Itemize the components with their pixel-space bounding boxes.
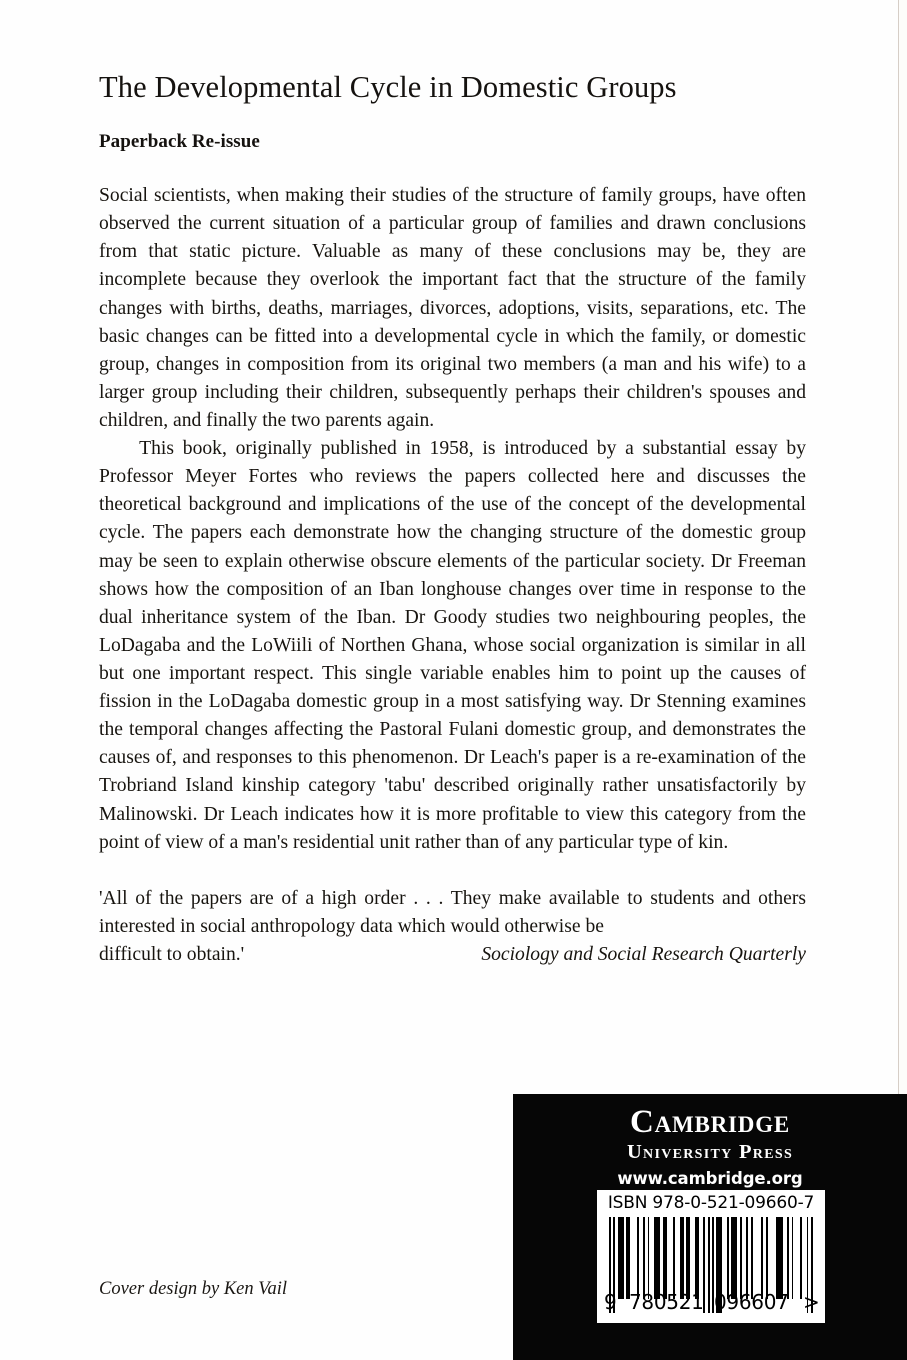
publisher-block (513, 1094, 907, 1360)
review-quote-ending: difficult to obtain.' (99, 944, 245, 965)
barcode-bars (609, 1217, 813, 1299)
blurb-paragraph-1: Social scientists, when making their studies of the structure of family groups, have often observed the current situation of a particular group of families and drawn conclusions from that static picture. Valuable as many of these conclusions may be, they are incomplete because they overlook the important fact that the structure of the family changes with births, deaths, marriages, divorces, adoptions, visits, separations, etc. The basic changes can be fitted into a developmental cycle in which the family, or domestic group, changes in composition from its original two members (a man and his wife) to a larger group including their children, subsequently perhaps their children's spouses and children, and finally the two parents again. (99, 185, 806, 432)
cover-text-content (99, 0, 806, 969)
barcode-digits (597, 1288, 825, 1318)
publisher-logo (513, 1105, 907, 1188)
review-quote-text: 'All of the papers are of a high order . . . They make available to students and others interested in social anthropology data which would otherwise be (99, 887, 806, 937)
edition-subtitle: Paperback Re-issue (99, 131, 260, 153)
page-title: The Developmental Cycle in Domestic Groups (99, 70, 677, 104)
publisher-name: Cambridge (629, 1104, 791, 1140)
review-source-attribution: Sociology and Social Research Quarterly (481, 944, 806, 965)
barcode-left-group: 780521 (629, 1290, 704, 1314)
barcode-lead-digit: 9 (604, 1290, 617, 1314)
isbn-text: ISBN 978-0-521-09660-7 (607, 1193, 815, 1213)
barcode-label (597, 1190, 825, 1323)
review-quote-block (99, 857, 806, 969)
barcode-guard-mark: > (803, 1290, 820, 1314)
publisher-division: University Press (626, 1140, 794, 1163)
publisher-website: www.cambridge.org (617, 1169, 803, 1189)
barcode-right-group: 096607 (714, 1290, 789, 1314)
review-quote-last-line (99, 941, 806, 969)
cover-design-credit: Cover design by Ken Vail (99, 1279, 288, 1299)
blurb-paragraph-2: This book, originally published in 1958, is introduced by a substantial essay by Professor Meyer Fortes who reviews the papers collected here and discusses the theoretical background and implications of the use of the concept of the developmental cycle. The papers each demonstrate how the changing structure of the domestic group may be seen to explain otherwise obscure elements of the particular society. Dr Freeman shows how the composition of an Iban longhouse changes over time in response to the dual inheritance system of the Iban. Dr Goody studies two neighbouring peoples, the LoDagaba and the LoWiili of Northen Ghana, whose social organization is similar in all but one important respect. This single variable enables him to point up the causes of fission in the LoDagaba domestic group in a most satisfying way. Dr Stenning examines the temporal changes affecting the Pastoral Fulani domestic group, and demonstrates the causes of, and responses to this phenomenon. Dr Leach's paper is a re-examination of the Trobriand Island kinship category 'tabu' described originally rather unsatisfactorily by Malinowski. Dr Leach indicates how it is more profitable to view this category from the point of view of a man's residential unit rather than of any particular type of kin. (99, 438, 806, 853)
